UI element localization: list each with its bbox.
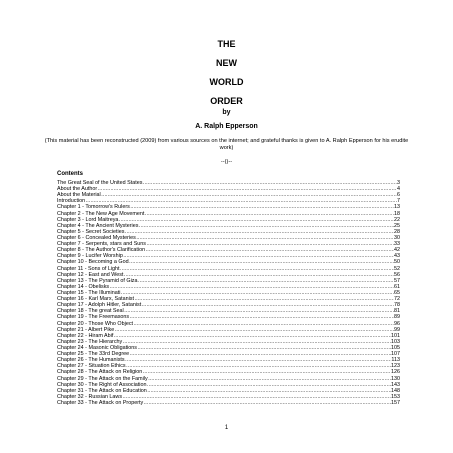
toc-entry-title: Chapter 4 - The Ancient Mysteries [57,222,139,229]
toc-entry-page: 153 [391,393,400,400]
toc-entry-title: Chapter 31 - The Attack on Education [57,387,147,394]
toc-entry-title: Chapter 19 - The Freemasons [57,314,130,321]
toc-entry-page: 96 [394,320,400,327]
title-line-the: THE [217,39,236,49]
toc-entry-title: Chapter 5 - Secret Societies [57,228,125,235]
toc-entry-title: Chapter 32 - Russian Laws [57,393,123,400]
toc-entry-page: 4 [397,186,400,193]
toc-entry-title: Chapter 13 - The Pyramid of Giza [57,277,138,284]
toc-entry-page: 7 [397,198,400,205]
toc-entry-title: Chapter 10 - Becoming a God [57,259,129,266]
toc-entry-page: 56 [394,271,400,278]
byline-by: by [222,109,231,116]
toc-entry-title: Chapter 14 - Obelisks [57,283,110,290]
toc-entry-title: Chapter 30 - The Right of Association [57,381,147,388]
toc-entry-page: 3 [397,180,400,186]
toc-entry-title: Chapter 22 - Hiram Abif [57,332,114,339]
toc-entry-page: 99 [394,326,400,333]
table-of-contents [57,180,400,406]
toc-entry-page: 30 [394,234,400,241]
toc-entry-page: 101 [391,332,400,339]
author-name: A. Ralph Epperson [195,123,258,130]
toc-entry-title: Chapter 12 - East and West [57,271,124,278]
title-line-new: NEW [216,58,237,68]
toc-entry-page: 52 [394,265,400,272]
toc-entry-title: Chapter 3 - Lord Maitreya [57,216,119,223]
toc-entry-page: 28 [394,228,400,235]
toc-entry-title: Chapter 23 - The Hierarchy [57,338,123,345]
toc-entry-title: Chapter 9 - Lucifer Worship [57,253,123,260]
toc-entry-page: 22 [394,216,400,223]
toc-entry-page: 50 [394,259,400,266]
toc-entry-title: Chapter 1 - Tomorrow's Rulers [57,204,130,211]
toc-entry-title: Chapter 29 - The Attack on the Family [57,375,148,382]
toc-entry-title: Chapter 18 - The great Seal [57,308,124,315]
toc-entry-page: 123 [391,363,400,370]
contents-heading: Contents [57,171,83,177]
toc-entry-title: Chapter 8 - The Author's Clarification [57,247,146,254]
toc-dot-leader [144,400,391,406]
page-number: 1 [224,425,229,431]
toc-entry-title: Chapter 25 - The 33rd Degree [57,351,130,358]
toc-entry-page: 113 [391,357,400,364]
toc-entry-page: 33 [394,241,400,248]
toc-entry-title: Chapter 16 - Karl Marx, Satanist [57,296,134,303]
toc-entry-page: 6 [397,192,400,199]
toc-entry-page: 65 [394,289,400,296]
toc-entry-page: 43 [394,253,400,260]
toc-entry-page: 148 [391,387,400,394]
toc-entry-page: 126 [391,369,400,376]
toc-entry-title: Chapter 11 - Sons of Light [57,265,120,272]
toc-entry-page: 130 [391,375,400,382]
toc-entry-page: 157 [391,399,400,406]
toc-entry-page: 103 [391,338,400,345]
toc-entry-title: Chapter 2 - The New Age Movement [57,210,145,217]
toc-entry-page: 89 [394,314,400,321]
toc-entry-page: 107 [391,351,400,358]
toc-entry-page: 18 [394,210,400,217]
toc-entry-page: 72 [394,296,400,303]
toc-entry-title: Chapter 27 - Situation Ethics [57,363,126,370]
toc-entry-title: Introduction [57,198,86,205]
toc-entry-page: 25 [394,222,400,229]
toc-entry[interactable] [57,400,400,406]
title-line-order: ORDER [210,96,243,106]
toc-entry-page: 81 [394,308,400,315]
toc-entry-title: Chapter 21 - Albert Pike [57,326,115,333]
toc-entry-title: About the Author [57,186,98,193]
toc-entry-title: Chapter 6 - Concealed Mysteries [57,234,136,241]
toc-entry-page: 61 [394,283,400,290]
toc-entry-page: 105 [391,344,400,351]
toc-entry-title: Chapter 15 - The Illuminati [57,289,121,296]
toc-entry-title: About the Material [57,192,101,199]
toc-entry-title: Chapter 7 - Serpents, stars and Suns [57,241,146,248]
title-line-world: WORLD [209,77,244,87]
source-note: (This material has been reconstructed (2009) from various sources on the internet; and grateful thanks is given to A. Ralph Epperson for his erudite work) [44,138,409,151]
toc-entry-title: Chapter 20 - Those Who Object [57,320,134,327]
toc-entry-page: 143 [391,381,400,388]
separator-mark: --()-- [220,159,233,165]
toc-entry-title: Chapter 26 - The Humanists [57,357,125,364]
toc-entry-page: 57 [394,277,400,284]
toc-entry-title: Chapter 24 - Masonic Obligations [57,344,138,351]
toc-entry-title: Chapter 33 - The Attack on Property [57,399,144,406]
toc-entry-title: Chapter 17 - Adolph Hitler, Satanist [57,302,142,309]
toc-entry-title: Chapter 28 - The Attack on Religion [57,369,143,376]
toc-entry-page: 78 [394,302,400,309]
toc-entry-title: The Great Seal of the United States [57,180,143,186]
toc-entry-page: 13 [394,204,400,211]
toc-entry-page: 42 [394,247,400,254]
